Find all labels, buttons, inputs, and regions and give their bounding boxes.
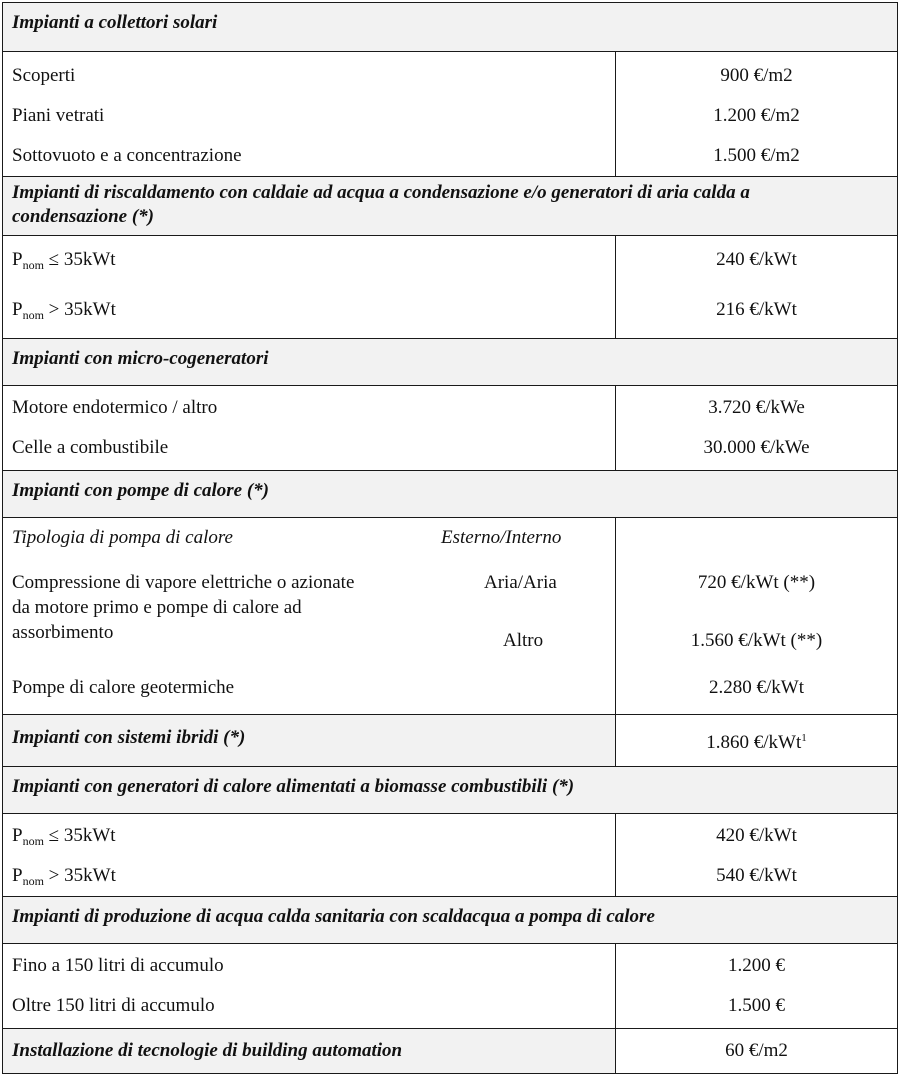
row-value-sottovuoto: 1.500 €/m2 bbox=[713, 145, 800, 166]
row-label-boiler-small: $P_{nom} \le 35kWt$ bbox=[12, 249, 116, 272]
col-header-esterno-interno: Esterno/Interno bbox=[441, 527, 562, 548]
row-label-celle: Celle a combustibile bbox=[12, 437, 169, 458]
section-header-biomass bbox=[3, 767, 898, 814]
row-label-fino-150: Fino a 150 litri di accumulo bbox=[12, 955, 224, 976]
row-value-oltre-150: 1.500 € bbox=[728, 995, 785, 1016]
section-body-solar bbox=[3, 52, 898, 177]
section-title-dhw: Impianti di produzione di acqua calda sanitaria con scaldacqua a pompa di calore bbox=[12, 906, 655, 927]
section-header-heat-pumps bbox=[3, 471, 898, 518]
section-header-solar bbox=[3, 3, 898, 52]
section-row-automation bbox=[3, 1029, 898, 1074]
row-value-boiler-small: 240 €/kWt bbox=[716, 249, 797, 270]
row-label-biomass-large: $P_{nom} > 35kWt$ bbox=[12, 865, 116, 888]
section-title-boilers-line1: Impianti di riscaldamento con caldaie ad acqua a condensazione e/o generatori di aria calda a bbox=[12, 182, 750, 203]
row-value-scoperti: 900 €/m2 bbox=[720, 65, 793, 86]
row-label-geotermiche: Pompe di calore geotermiche bbox=[12, 677, 235, 698]
col-header-tipologia: Tipologia di pompa di calore bbox=[12, 527, 233, 548]
section-body-micro-cogen bbox=[3, 386, 898, 471]
section-title-solar: Impianti a collettori solari bbox=[12, 12, 218, 33]
row-label-biomass-small: $P_{nom} \le 35kWt$ bbox=[12, 825, 116, 848]
section-header-micro-cogen bbox=[3, 339, 898, 386]
section-body-boilers bbox=[3, 236, 898, 339]
row-value-celle: 30.000 €/kWe bbox=[703, 437, 810, 458]
footnote-marker: 1 bbox=[801, 732, 807, 744]
row-value-altro: 1.560 €/kWt (**) bbox=[690, 630, 823, 651]
row-label-scoperti: Scoperti bbox=[12, 65, 76, 86]
row-value-fino-150: 1.200 € bbox=[728, 955, 785, 976]
section-title-biomass: Impianti con generatori di calore alimentati a biomasse combustibili (*) bbox=[12, 776, 575, 797]
row-label-piani-vetrati: Piani vetrati bbox=[12, 105, 105, 126]
row-label-motore: Motore endotermico / altro bbox=[12, 397, 218, 418]
row-value-boiler-large: 216 €/kWt bbox=[716, 299, 797, 320]
row-value-motore: 3.720 €/kWe bbox=[708, 397, 805, 418]
row-value-automation: 60 €/m2 bbox=[725, 1040, 788, 1061]
section-title-automation: Installazione di tecnologie di building automation bbox=[12, 1040, 403, 1061]
row-value-hybrid: 1.860 €/kWt$^1$ bbox=[706, 732, 807, 753]
section-row-hybrid bbox=[3, 715, 898, 767]
section-body-dhw bbox=[3, 944, 898, 1029]
row-label-sottovuoto: Sottovuoto e a concentrazione bbox=[12, 145, 242, 166]
row-label-aria-aria: Aria/Aria bbox=[484, 572, 557, 593]
row-value-biomass-large: 540 €/kWt bbox=[716, 865, 797, 886]
row-value-biomass-small: 420 €/kWt bbox=[716, 825, 797, 846]
row-label-compressione: Compressione di vapore elettriche o azionate da motore primo e pompe di calore ad assorbimento bbox=[12, 572, 355, 643]
row-label-boiler-large: $P_{nom} > 35kWt$ bbox=[12, 299, 116, 322]
section-title-heat-pumps: Impianti con pompe di calore (*) bbox=[12, 480, 270, 501]
row-value-geotermiche: 2.280 €/kWt bbox=[709, 677, 804, 698]
section-body-biomass bbox=[3, 814, 898, 897]
section-body-heat-pumps bbox=[3, 518, 898, 715]
row-label-oltre-150: Oltre 150 litri di accumulo bbox=[12, 995, 215, 1016]
section-title-hybrid: Impianti con sistemi ibridi (*) bbox=[12, 727, 246, 748]
section-title-micro-cogen: Impianti con micro-cogeneratori bbox=[12, 348, 269, 369]
section-header-dhw bbox=[3, 897, 898, 944]
row-value-aria-aria: 720 €/kWt (**) bbox=[697, 572, 816, 593]
cost-table bbox=[2, 2, 898, 1074]
section-title-boilers-line2: condensazione (*) bbox=[12, 206, 154, 227]
row-label-altro: Altro bbox=[503, 630, 544, 651]
row-value-piani-vetrati: 1.200 €/m2 bbox=[713, 105, 800, 126]
section-header-boilers bbox=[3, 177, 898, 236]
